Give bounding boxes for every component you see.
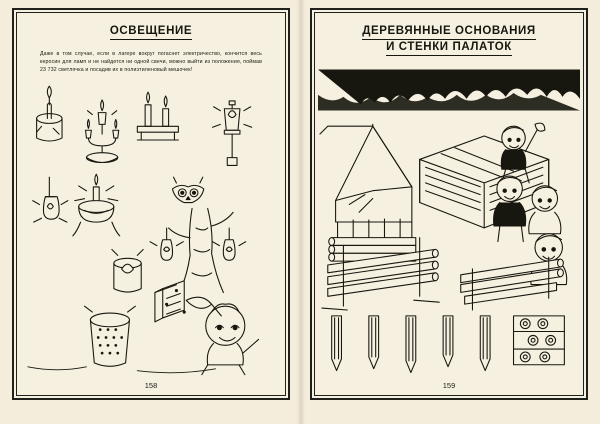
lantern-on-post <box>213 101 252 166</box>
right-page-title: ДЕРЕВЯННЫЕ ОСНОВАНИЯ И СТЕНКИ ПАЛАТОК <box>322 24 576 56</box>
log-lamp <box>155 281 184 322</box>
forest-background <box>318 69 580 110</box>
bottle-lamp-hanging <box>33 177 68 222</box>
camp-lighting-illustration <box>20 66 282 390</box>
left-page-frame <box>12 8 290 400</box>
right-page-frame <box>310 8 588 400</box>
stacked-log-pile <box>461 257 564 310</box>
bottle-lamps-on-tree <box>150 228 246 260</box>
owl-in-tree <box>173 177 204 202</box>
candelabra <box>86 100 119 163</box>
pierced-bucket-lamp <box>85 306 136 366</box>
wall-candle-sconce <box>137 92 178 140</box>
left-page-title: ОСВЕЩЕНИЕ <box>24 24 278 40</box>
left-page-folio: 158 <box>144 381 158 390</box>
tin-can-lamp <box>112 250 143 293</box>
right-page <box>300 0 600 424</box>
sharpened-stakes-row <box>332 316 490 373</box>
right-page-folio: 159 <box>442 381 456 390</box>
log-end-detail <box>514 316 565 365</box>
wooden-tent-bases-illustration <box>318 54 580 390</box>
candle-stub <box>37 86 62 141</box>
tent-with-log-platform <box>320 124 416 261</box>
candle-on-stump <box>73 174 120 236</box>
left-page-paragraph: Даже в том случае, если в лагере вокруг погаснет электричество, кончится весь керосин для ламп и не найдется ни одной свечи, можно выйти из положения, поймав 23 732 светлячка и посадив их в полиэтиленовый мешочек! <box>40 51 262 73</box>
boy-carrying-logs <box>494 176 526 242</box>
